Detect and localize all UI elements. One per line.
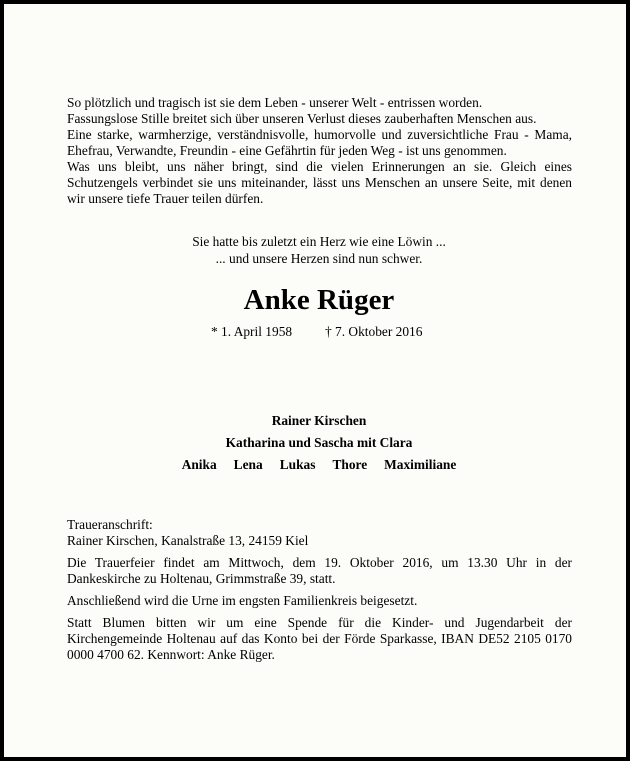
intro-line-1: So plötzlich und tragisch ist sie dem Leben - unserer Welt - entrissen worden.	[67, 95, 483, 110]
life-dates	[4, 324, 630, 342]
intro-paragraph-3: Was uns bleibt, uns näher bringt, sind die vielen Erinnerungen an sie. Gleich eines Schutzengels verbindet sie uns miteinander, lässt uns Menschen an unsere Seite, mit denen wir unsere tiefe Trauer teilen dürfen.	[67, 159, 572, 206]
intro-paragraph-2: Eine starke, warmherzige, verständnisvolle, humorvolle und zuversichtliche Frau - Mama, Ehefrau, Verwandte, Freundin - eine Gefährtin für jeden Weg - ist uns genommen.	[67, 127, 572, 158]
grandchild-name: Maximiliane	[384, 457, 457, 472]
family-line-2: Katharina und Sascha mit Clara	[225, 435, 413, 450]
birth-date: * 1. April 1958	[211, 324, 293, 339]
grandchild-name: Lena	[233, 457, 263, 472]
family-line-1: Rainer Kirschen	[271, 413, 367, 428]
intro-line-2: Fassungslose Stille breitet sich über unseren Verlust dieses zauberhaften Menschen aus.	[67, 111, 537, 126]
grandchild-name: Thore	[332, 457, 368, 472]
urn-info: Anschließend wird die Urne im engsten Familienkreis beigesetzt.	[67, 593, 418, 608]
quote	[4, 234, 630, 267]
deceased-name: Anke Rüger	[243, 284, 395, 316]
grandchild-name: Lukas	[279, 457, 316, 472]
death-date: † 7. Oktober 2016	[325, 324, 423, 339]
quote-line-1: Sie hatte bis zuletzt ein Herz wie eine Löwin ...	[192, 234, 446, 249]
donation-info: Statt Blumen bitten wir um eine Spende für die Kinder- und Jugendarbeit der Kirchengemeinde Holtenau auf das Konto bei der Förde Sparkasse, IBAN DE52 2105 0170 0000 4700 62. Kennwort: Anke Rüger.	[67, 615, 572, 662]
quote-line-2: ... und unsere Herzen sind nun schwer.	[215, 250, 423, 266]
grandchildren	[4, 457, 630, 473]
address: Rainer Kirschen, Kanalstraße 13, 24159 Kiel	[67, 533, 309, 548]
grandchild-name: Anika	[181, 457, 217, 472]
family-signature	[4, 413, 630, 479]
notice-text	[67, 517, 572, 669]
intro-text	[67, 95, 572, 207]
address-label: Traueranschrift:	[67, 517, 153, 532]
ceremony-info: Die Trauerfeier findet am Mittwoch, dem 19. Oktober 2016, um 13.30 Uhr in der Dankeskirche zu Holtenau, Grimmstraße 39, statt.	[67, 555, 572, 586]
